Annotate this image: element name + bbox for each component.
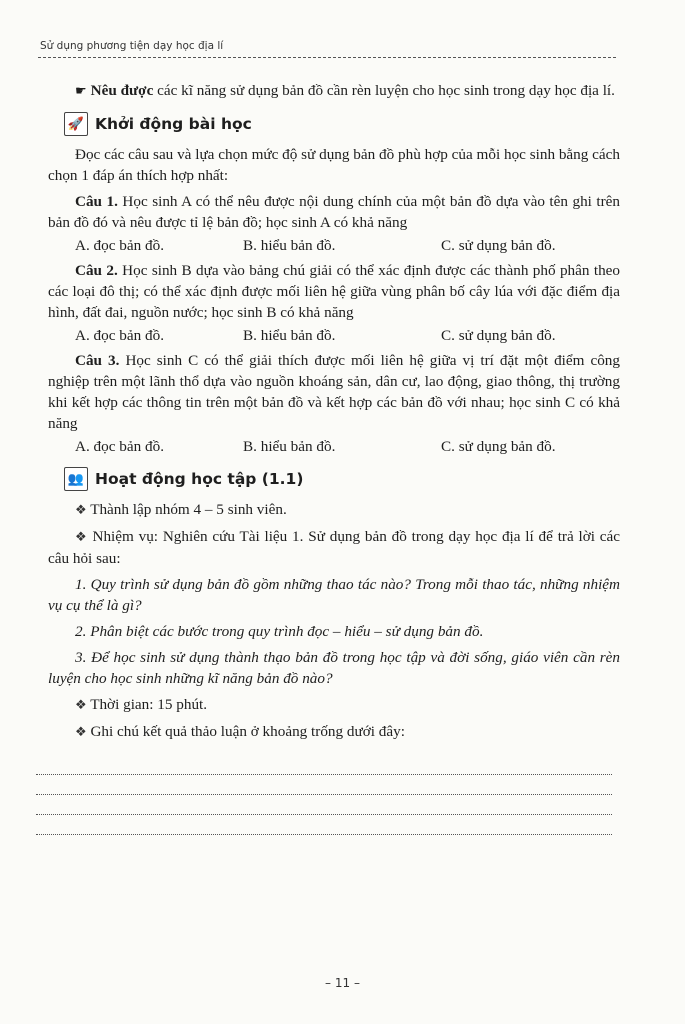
group-icon: 👥 (64, 467, 88, 491)
section-title-warmup: Khởi động bài học (95, 115, 252, 133)
q1-option-a: A. đọc bản đồ. (75, 237, 164, 254)
q3-option-a: A. đọc bản đồ. (75, 438, 164, 455)
activity-question-3: 3. Để học sinh sử dụng thành thạo bản đồ trong học tập và đời sống, giáo viên cần rèn luyện cho học sinh những kĩ năng bản đồ nào? (48, 649, 620, 687)
header-divider (38, 57, 616, 58)
note-line[interactable] (36, 795, 612, 815)
diamond-bullet-icon: ❖ (75, 530, 88, 545)
q2-option-a: A. đọc bản đồ. (75, 327, 164, 344)
question-3 (48, 350, 620, 434)
question-2-label: Câu 2. (75, 262, 118, 279)
running-header: Sử dụng phương tiện dạy học địa lí (40, 40, 224, 52)
pointing-hand-icon: ☛ (75, 84, 87, 99)
group-text: Thành lập nhóm 4 – 5 sinh viên. (90, 501, 287, 518)
question-3-label: Câu 3. (75, 352, 120, 369)
objective-lead: Nêu được (90, 82, 154, 99)
objective-text: các kĩ năng sử dụng bản đồ cần rèn luyện cho học sinh trong dạy học địa lí. (153, 82, 615, 99)
q3-option-b: B. hiểu bản đồ. (243, 438, 336, 455)
diamond-bullet-icon: ❖ (75, 503, 87, 518)
question-3-text: Học sinh C có thể giải thích được mối liên hệ giữa vị trí đặt một điểm công nghiệp trên một lãnh thổ dựa vào nguồn khoáng sản, dân cư, lao động, giao thông, thị trường khi kết hợp các thông tin trên một bản đồ và kết hợp các bản đồ với nhau; học sinh C có khả năng (48, 352, 620, 432)
q1-option-b: B. hiểu bản đồ. (243, 237, 336, 254)
task-text: Nhiệm vụ: Nghiên cứu Tài liệu 1. Sử dụng bản đồ trong dạy học địa lí để trả lời các câu hỏi sau: (48, 528, 621, 567)
note-line[interactable] (36, 755, 612, 775)
activity-question-2: 2. Phân biệt các bước trong quy trình đọc – hiểu – sử dụng bản đồ. (75, 623, 484, 640)
q1-option-c: C. sử dụng bản đồ. (441, 237, 556, 254)
section-title-activity: Hoạt động học tập (1.1) (95, 470, 304, 488)
activity-question-1: 1. Quy trình sử dụng bản đồ gồm những thao tác nào? Trong mỗi thao tác, những nhiệm vụ cụ thể là gì? (48, 576, 620, 614)
question-2-options (48, 325, 620, 346)
page-number: – 11 – (325, 976, 360, 990)
q2-option-c: C. sử dụng bản đồ. (441, 327, 556, 344)
question-1-options (48, 235, 620, 256)
instruction-paragraph: Đọc các câu sau và lựa chọn mức độ sử dụng bản đồ phù hợp của mỗi học sinh bằng cách chọn 1 đáp án thích hợp nhất: (48, 146, 620, 184)
group-instruction (48, 499, 620, 521)
question-1 (48, 191, 620, 233)
question-2-text: Học sinh B dựa vào bảng chú giải có thể xác định được các thành phố phân theo các loại đô thị; có thể xác định được mối liên hệ giữa vùng phân bố cây lúa với đặc điểm địa hình, đất đai, nguồn nước; học sinh B có khả năng (48, 262, 620, 321)
section-heading-activity (64, 467, 620, 491)
question-2 (48, 260, 620, 323)
notes-instruction (48, 721, 620, 743)
question-1-text: Học sinh A có thể nêu được nội dung chính của một bản đồ dựa vào tên ghi trên bản đồ đó và nêu được tỉ lệ bản đồ; học sinh A có khả năng (48, 193, 620, 231)
question-1-label: Câu 1. (75, 193, 118, 210)
notes-area[interactable] (48, 755, 620, 835)
diamond-bullet-icon: ❖ (75, 725, 87, 740)
rocket-icon: 🚀 (64, 112, 88, 136)
notes-text: Ghi chú kết quả thảo luận ở khoảng trống dưới đây: (90, 723, 405, 740)
q3-option-c: C. sử dụng bản đồ. (441, 438, 556, 455)
note-line[interactable] (36, 775, 612, 795)
time-instruction (48, 694, 620, 716)
section-heading-warmup (64, 112, 620, 136)
q2-option-b: B. hiểu bản đồ. (243, 327, 336, 344)
time-text: Thời gian: 15 phút. (90, 696, 208, 713)
objective-paragraph (48, 80, 620, 102)
page-content (48, 80, 620, 835)
note-line[interactable] (36, 815, 612, 835)
diamond-bullet-icon: ❖ (75, 698, 87, 713)
question-3-options (48, 436, 620, 457)
task-instruction (48, 526, 620, 569)
